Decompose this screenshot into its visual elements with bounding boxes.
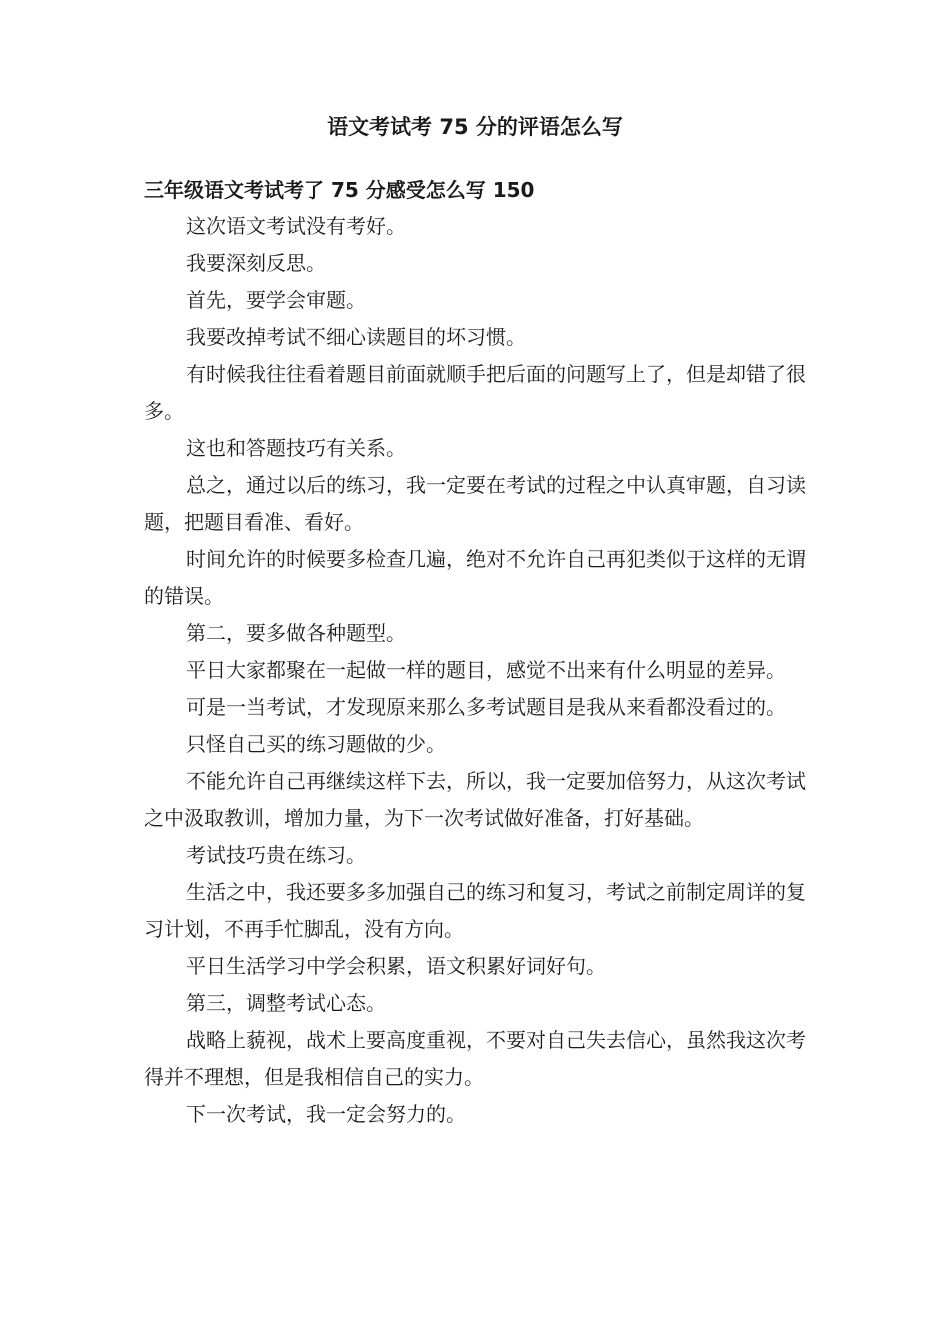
paragraph-11: 可是一当考试，才发现原来那么多考试题目是我从来看都没看过的。: [186, 695, 786, 719]
paragraph-18: 战略上藐视，战术上要高度重视，不要对自己失去信心，虽然我这次考得并不理想，但是我相信自己的实力。: [144, 1028, 806, 1089]
paragraph-7: 总之，通过以后的练习，我一定要在考试的过程之中认真审题，自习读题，把题目看准、看好。: [144, 473, 806, 534]
paragraph-1: 这次语文考试没有考好。: [186, 214, 406, 238]
paragraph-2: 我要深刻反思。: [186, 251, 326, 275]
paragraph-12: 只怪自己买的练习题做的少。: [186, 732, 446, 756]
paragraph-8: 时间允许的时候要多检查几遍，绝对不允许自己再犯类似于这样的无谓的错误。: [144, 547, 806, 608]
paragraph-5: 有时候我往往看着题目前面就顺手把后面的问题写上了，但是却错了很多。: [144, 362, 806, 423]
paragraph-14: 考试技巧贵在练习。: [186, 843, 366, 867]
paragraph-4: 我要改掉考试不细心读题目的坏习惯。: [186, 325, 526, 349]
document-body: [144, 208, 824, 1133]
paragraph-9: 第二，要多做各种题型。: [186, 621, 406, 645]
paragraph-16: 平日生活学习中学会积累，语文积累好词好句。: [186, 954, 606, 978]
paragraph-19: 下一次考试，我一定会努力的。: [186, 1102, 466, 1126]
document-title: 语文考试考 75 分的评语怎么写: [327, 115, 623, 139]
paragraph-6: 这也和答题技巧有关系。: [186, 436, 406, 460]
paragraph-17: 第三，调整考试心态。: [186, 991, 386, 1015]
paragraph-3: 首先，要学会审题。: [186, 288, 366, 312]
paragraph-13: 不能允许自己再继续这样下去，所以，我一定要加倍努力，从这次考试之中汲取教训，增加力量，为下一次考试做好准备，打好基础。: [144, 769, 806, 830]
section-heading: 三年级语文考试考了 75 分感受怎么写 150: [144, 178, 535, 202]
paragraph-10: 平日大家都聚在一起做一样的题目，感觉不出来有什么明显的差异。: [186, 658, 786, 682]
paragraph-15: 生活之中，我还要多多加强自己的练习和复习，考试之前制定周详的复习计划，不再手忙脚乱，没有方向。: [144, 880, 806, 941]
